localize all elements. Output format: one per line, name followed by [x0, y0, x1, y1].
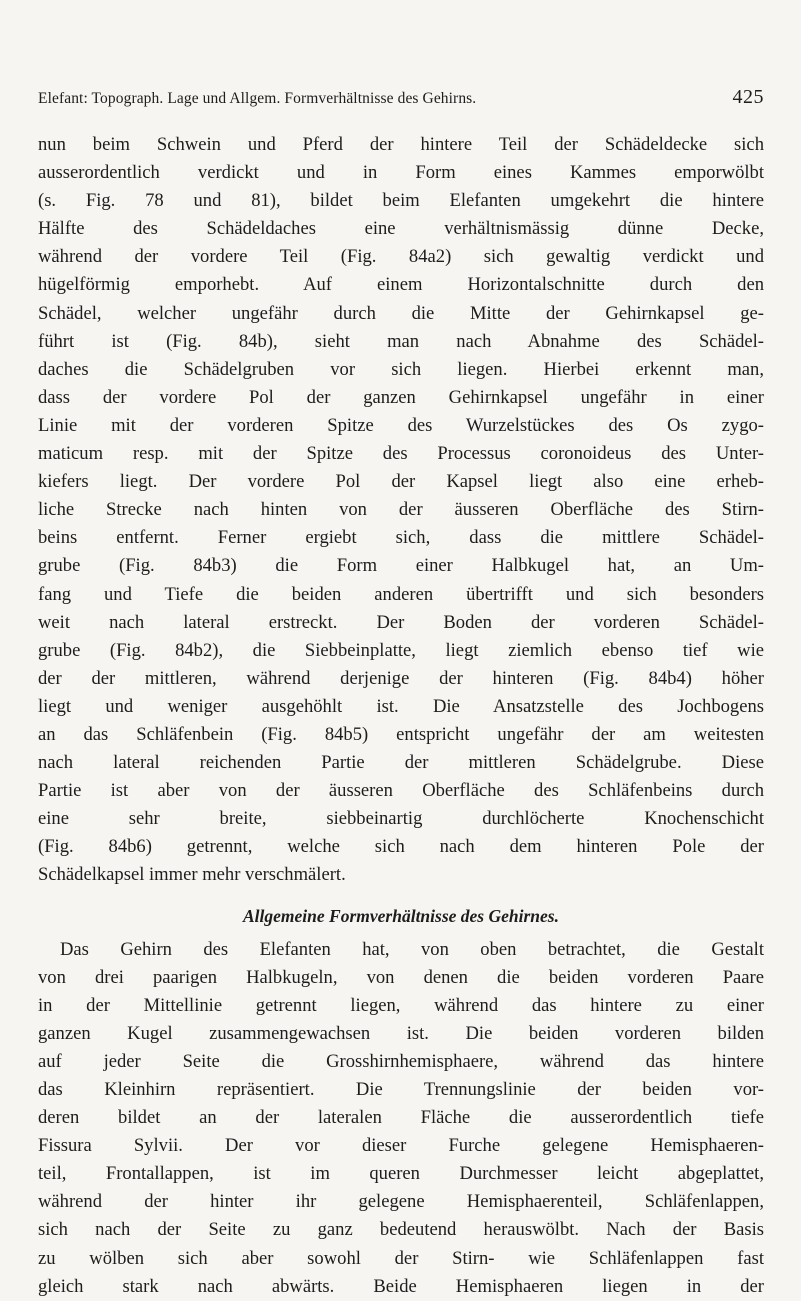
text-line: auf jeder Seite die Grosshirnhemisphaere, während das hintere [38, 1050, 764, 1072]
paragraph-2 [38, 936, 764, 1301]
text-line: Schädelkapsel immer mehr verschmälert. [38, 864, 346, 886]
section-heading: Allgemeine Formverhältnisse des Gehirnes. [243, 905, 559, 926]
text-line: das Kleinhirn repräsentiert. Die Trennungslinie der beiden vor- [38, 1079, 764, 1100]
text-line: führt ist (Fig. 84b), sieht man nach Abnahme des Schädel- [38, 330, 764, 352]
paragraph-1 [38, 131, 764, 890]
text-line: von drei paarigen Halbkugeln, von denen die beiden vorderen Paare [38, 966, 764, 988]
text-line: weit nach lateral erstreckt. Der Boden der vorderen Schädel- [38, 611, 764, 633]
text-line: kiefers liegt. Der vordere Pol der Kapsel liegt also eine erheb- [38, 471, 764, 493]
text-line: daches die Schädelgruben vor sich liegen. Hierbei erkennt man, [38, 358, 764, 380]
text-line: grube (Fig. 84b3) die Form einer Halbkugel hat, an Um- [38, 555, 764, 577]
text-line: während der vordere Teil (Fig. 84a2) sich gewaltig verdickt und [38, 246, 764, 268]
text-line: Linie mit der vorderen Spitze des Wurzelstückes des Os zygo- [38, 414, 764, 436]
text-line: dass der vordere Pol der ganzen Gehirnkapsel ungefähr in einer [38, 386, 764, 408]
text-line: hügelförmig emporhebt. Auf einem Horizontalschnitte durch den [38, 274, 764, 296]
text-line: während der hinter ihr gelegene Hemisphaerenteil, Schläfenlappen, [38, 1191, 764, 1213]
text-line: liche Strecke nach hinten von der äusseren Oberfläche des Stirn- [38, 499, 764, 521]
text-line: Das Gehirn des Elefanten hat, von oben betrachtet, die Gestalt [60, 938, 764, 960]
text-line: Hälfte des Schädeldaches eine verhältnismässig dünne Decke, [38, 218, 764, 240]
text-line: fang und Tiefe die beiden anderen übertrifft und sich besonders [38, 583, 764, 605]
text-line: eine sehr breite, siebbeinartig durchlöcherte Knochenschicht [38, 808, 764, 830]
text-line: deren bildet an der lateralen Fläche die ausserordentlich tiefe [38, 1107, 764, 1129]
text-line: sich nach der Seite zu ganz bedeutend herauswölbt. Nach der Basis [38, 1219, 764, 1241]
text-line: an das Schläfenbein (Fig. 84b5) entspricht ungefähr der am weitesten [38, 723, 764, 745]
text-line: teil, Frontallappen, ist im queren Durchmesser leicht abgeplattet, [38, 1163, 764, 1185]
running-title: Elefant: Topograph. Lage und Allgem. Formverhältnisse des Gehirns. [38, 90, 477, 107]
text-line: in der Mittellinie getrennt liegen, während das hintere zu einer [38, 994, 764, 1016]
body-text [38, 131, 764, 1301]
text-line: maticum resp. mit der Spitze des Processus coronoideus des Unter- [38, 443, 764, 465]
page-number: 425 [732, 86, 764, 108]
text-line: nach lateral reichenden Partie der mittleren Schädelgrube. Diese [38, 752, 764, 774]
text-line: ausserordentlich verdickt und in Form eines Kammes emporwölbt [38, 162, 764, 184]
text-line: nun beim Schwein und Pferd der hintere Teil der Schädeldecke sich [38, 134, 764, 155]
text-line: Schädel, welcher ungefähr durch die Mitte der Gehirnkapsel ge- [38, 302, 764, 324]
text-line: liegt und weniger ausgehöhlt ist. Die Ansatzstelle des Jochbogens [38, 695, 764, 717]
text-line: zu wölben sich aber sowohl der Stirn- wie Schläfenlappen fast [38, 1247, 764, 1269]
text-line: ganzen Kugel zusammengewachsen ist. Die beiden vorderen bilden [38, 1022, 764, 1044]
text-line: (s. Fig. 78 und 81), bildet beim Elefanten umgekehrt die hintere [38, 190, 764, 212]
text-line: gleich stark nach abwärts. Beide Hemisphaeren liegen in der [38, 1275, 764, 1297]
text-line: (Fig. 84b6) getrennt, welche sich nach dem hinteren Pole der [38, 836, 764, 858]
text-line: Partie ist aber von der äusseren Oberfläche des Schläfenbeins durch [38, 780, 764, 802]
running-head [38, 86, 764, 110]
text-line: grube (Fig. 84b2), die Siebbeinplatte, liegt ziemlich ebenso tief wie [38, 639, 764, 661]
text-line: beins entfernt. Ferner ergiebt sich, dass die mittlere Schädel- [38, 527, 764, 549]
text-line: der der mittleren, während derjenige der hinteren (Fig. 84b4) höher [38, 667, 764, 689]
text-line: Fissura Sylvii. Der vor dieser Furche gelegene Hemisphaeren- [38, 1135, 764, 1157]
